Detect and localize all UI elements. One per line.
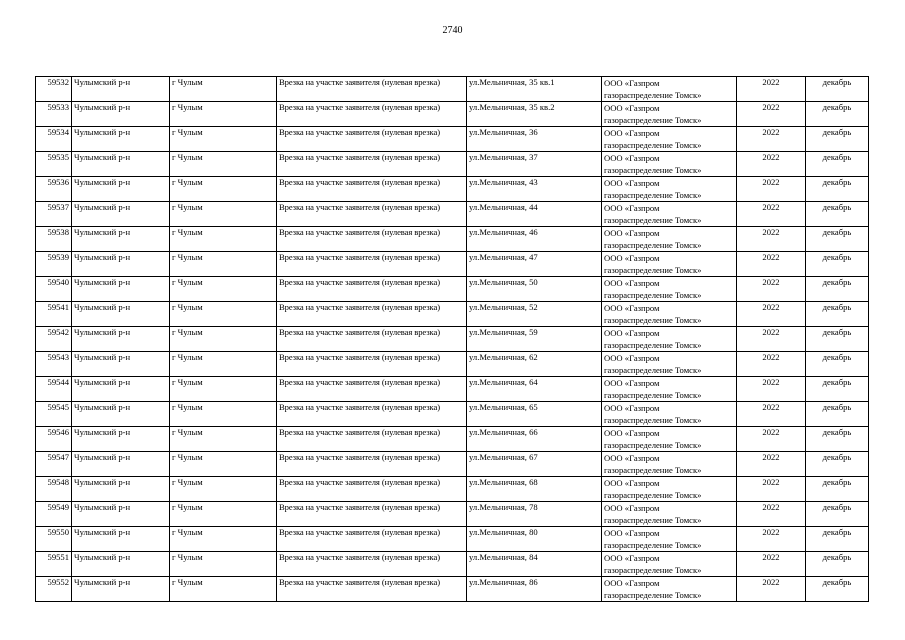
cell-month: декабрь <box>806 252 869 277</box>
cell-district: Чулымский р-н <box>72 227 170 252</box>
cell-month: декабрь <box>806 227 869 252</box>
cell-organization <box>602 227 737 252</box>
cell-record-number: 59537 <box>36 202 72 227</box>
cell-record-number: 59549 <box>36 502 72 527</box>
organization-line-2: газораспределение Томск» <box>604 540 702 550</box>
cell-district: Чулымский р-н <box>72 502 170 527</box>
table-row <box>36 352 869 377</box>
cell-work-type: Врезка на участке заявителя (нулевая врезка) <box>277 577 467 602</box>
organization-line-1: ООО «Газпром <box>604 378 660 388</box>
table-row <box>36 152 869 177</box>
organization-line-1: ООО «Газпром <box>604 528 660 538</box>
cell-address: ул.Мельничная, 35 кв.2 <box>467 102 602 127</box>
cell-record-number: 59539 <box>36 252 72 277</box>
cell-district: Чулымский р-н <box>72 402 170 427</box>
cell-year: 2022 <box>737 127 806 152</box>
cell-record-number: 59542 <box>36 327 72 352</box>
cell-year: 2022 <box>737 77 806 102</box>
cell-district: Чулымский р-н <box>72 127 170 152</box>
cell-month: декабрь <box>806 527 869 552</box>
cell-work-type: Врезка на участке заявителя (нулевая врезка) <box>277 427 467 452</box>
organization-line-1: ООО «Газпром <box>604 278 660 288</box>
cell-record-number: 59534 <box>36 127 72 152</box>
cell-district: Чулымский р-н <box>72 202 170 227</box>
cell-work-type: Врезка на участке заявителя (нулевая врезка) <box>277 127 467 152</box>
cell-year: 2022 <box>737 327 806 352</box>
organization-line-2: газораспределение Томск» <box>604 565 702 575</box>
cell-settlement: г Чулым <box>170 252 277 277</box>
organization-line-2: газораспределение Томск» <box>604 215 702 225</box>
cell-settlement: г Чулым <box>170 302 277 327</box>
table-row <box>36 127 869 152</box>
table-row <box>36 277 869 302</box>
organization-line-2: газораспределение Томск» <box>604 465 702 475</box>
cell-month: декабрь <box>806 427 869 452</box>
table-row <box>36 477 869 502</box>
cell-organization <box>602 527 737 552</box>
cell-district: Чулымский р-н <box>72 77 170 102</box>
table-row <box>36 552 869 577</box>
table-row <box>36 202 869 227</box>
cell-record-number: 59535 <box>36 152 72 177</box>
organization-line-1: ООО «Газпром <box>604 128 660 138</box>
table-row <box>36 452 869 477</box>
organization-line-2: газораспределение Томск» <box>604 490 702 500</box>
organization-line-2: газораспределение Томск» <box>604 590 702 600</box>
table-row <box>36 577 869 602</box>
cell-record-number: 59548 <box>36 477 72 502</box>
cell-year: 2022 <box>737 302 806 327</box>
cell-organization <box>602 402 737 427</box>
table-row <box>36 527 869 552</box>
table-body <box>36 77 869 602</box>
organization-line-1: ООО «Газпром <box>604 403 660 413</box>
table-row <box>36 502 869 527</box>
cell-work-type: Врезка на участке заявителя (нулевая врезка) <box>277 77 467 102</box>
cell-month: декабрь <box>806 402 869 427</box>
cell-address: ул.Мельничная, 50 <box>467 277 602 302</box>
cell-month: декабрь <box>806 502 869 527</box>
organization-line-1: ООО «Газпром <box>604 178 660 188</box>
organization-line-2: газораспределение Томск» <box>604 265 702 275</box>
table-row <box>36 402 869 427</box>
cell-work-type: Врезка на участке заявителя (нулевая врезка) <box>277 277 467 302</box>
cell-work-type: Врезка на участке заявителя (нулевая врезка) <box>277 552 467 577</box>
cell-address: ул.Мельничная, 78 <box>467 502 602 527</box>
table-row <box>36 227 869 252</box>
cell-work-type: Врезка на участке заявителя (нулевая врезка) <box>277 152 467 177</box>
cell-settlement: г Чулым <box>170 352 277 377</box>
cell-district: Чулымский р-н <box>72 452 170 477</box>
cell-settlement: г Чулым <box>170 502 277 527</box>
cell-address: ул.Мельничная, 62 <box>467 352 602 377</box>
table-row <box>36 177 869 202</box>
table-row <box>36 302 869 327</box>
cell-organization <box>602 327 737 352</box>
cell-district: Чулымский р-н <box>72 527 170 552</box>
cell-year: 2022 <box>737 427 806 452</box>
cell-district: Чулымский р-н <box>72 177 170 202</box>
cell-settlement: г Чулым <box>170 577 277 602</box>
cell-settlement: г Чулым <box>170 477 277 502</box>
cell-work-type: Врезка на участке заявителя (нулевая врезка) <box>277 502 467 527</box>
cell-district: Чулымский р-н <box>72 252 170 277</box>
cell-year: 2022 <box>737 477 806 502</box>
cell-year: 2022 <box>737 252 806 277</box>
cell-record-number: 59551 <box>36 552 72 577</box>
cell-year: 2022 <box>737 102 806 127</box>
cell-organization <box>602 202 737 227</box>
cell-district: Чулымский р-н <box>72 377 170 402</box>
cell-address: ул.Мельничная, 37 <box>467 152 602 177</box>
cell-settlement: г Чулым <box>170 227 277 252</box>
organization-line-2: газораспределение Томск» <box>604 240 702 250</box>
organization-line-2: газораспределение Томск» <box>604 415 702 425</box>
organization-line-2: газораспределение Томск» <box>604 190 702 200</box>
cell-address: ул.Мельничная, 59 <box>467 327 602 352</box>
cell-month: декабрь <box>806 377 869 402</box>
cell-settlement: г Чулым <box>170 452 277 477</box>
cell-year: 2022 <box>737 202 806 227</box>
cell-month: декабрь <box>806 202 869 227</box>
cell-record-number: 59550 <box>36 527 72 552</box>
cell-address: ул.Мельничная, 66 <box>467 427 602 452</box>
cell-address: ул.Мельничная, 86 <box>467 577 602 602</box>
cell-month: декабрь <box>806 552 869 577</box>
cell-record-number: 59546 <box>36 427 72 452</box>
cell-district: Чулымский р-н <box>72 102 170 127</box>
cell-work-type: Врезка на участке заявителя (нулевая врезка) <box>277 377 467 402</box>
cell-address: ул.Мельничная, 80 <box>467 527 602 552</box>
cell-address: ул.Мельничная, 36 <box>467 127 602 152</box>
cell-record-number: 59552 <box>36 577 72 602</box>
cell-settlement: г Чулым <box>170 377 277 402</box>
cell-organization <box>602 177 737 202</box>
table-row <box>36 377 869 402</box>
cell-record-number: 59547 <box>36 452 72 477</box>
organization-line-1: ООО «Газпром <box>604 228 660 238</box>
cell-settlement: г Чулым <box>170 402 277 427</box>
cell-work-type: Врезка на участке заявителя (нулевая врезка) <box>277 527 467 552</box>
organization-line-2: газораспределение Томск» <box>604 140 702 150</box>
cell-settlement: г Чулым <box>170 127 277 152</box>
cell-organization <box>602 127 737 152</box>
cell-settlement: г Чулым <box>170 552 277 577</box>
organization-line-2: газораспределение Томск» <box>604 390 702 400</box>
cell-address: ул.Мельничная, 68 <box>467 477 602 502</box>
cell-settlement: г Чулым <box>170 152 277 177</box>
table-row <box>36 327 869 352</box>
cell-address: ул.Мельничная, 65 <box>467 402 602 427</box>
cell-work-type: Врезка на участке заявителя (нулевая врезка) <box>277 102 467 127</box>
cell-district: Чулымский р-н <box>72 152 170 177</box>
cell-organization <box>602 302 737 327</box>
cell-organization <box>602 577 737 602</box>
cell-year: 2022 <box>737 402 806 427</box>
table-row <box>36 252 869 277</box>
cell-work-type: Врезка на участке заявителя (нулевая врезка) <box>277 252 467 277</box>
cell-organization <box>602 452 737 477</box>
cell-district: Чулымский р-н <box>72 327 170 352</box>
cell-month: декабрь <box>806 77 869 102</box>
cell-work-type: Врезка на участке заявителя (нулевая врезка) <box>277 402 467 427</box>
organization-line-1: ООО «Газпром <box>604 153 660 163</box>
cell-settlement: г Чулым <box>170 177 277 202</box>
organization-line-1: ООО «Газпром <box>604 303 660 313</box>
organization-line-1: ООО «Газпром <box>604 78 660 88</box>
cell-settlement: г Чулым <box>170 527 277 552</box>
organization-line-1: ООО «Газпром <box>604 253 660 263</box>
registry-table <box>35 76 869 602</box>
cell-address: ул.Мельничная, 43 <box>467 177 602 202</box>
organization-line-2: газораспределение Томск» <box>604 315 702 325</box>
cell-month: декабрь <box>806 102 869 127</box>
cell-organization <box>602 152 737 177</box>
organization-line-2: газораспределение Томск» <box>604 440 702 450</box>
cell-address: ул.Мельничная, 67 <box>467 452 602 477</box>
cell-address: ул.Мельничная, 52 <box>467 302 602 327</box>
cell-record-number: 59536 <box>36 177 72 202</box>
organization-line-1: ООО «Газпром <box>604 503 660 513</box>
cell-work-type: Врезка на участке заявителя (нулевая врезка) <box>277 477 467 502</box>
organization-line-2: газораспределение Томск» <box>604 290 702 300</box>
cell-organization <box>602 102 737 127</box>
cell-settlement: г Чулым <box>170 427 277 452</box>
organization-line-2: газораспределение Томск» <box>604 90 702 100</box>
cell-settlement: г Чулым <box>170 202 277 227</box>
organization-line-2: газораспределение Томск» <box>604 115 702 125</box>
cell-organization <box>602 352 737 377</box>
organization-line-2: газораспределение Томск» <box>604 515 702 525</box>
organization-line-1: ООО «Газпром <box>604 103 660 113</box>
cell-district: Чулымский р-н <box>72 352 170 377</box>
cell-address: ул.Мельничная, 47 <box>467 252 602 277</box>
organization-line-1: ООО «Газпром <box>604 453 660 463</box>
cell-district: Чулымский р-н <box>72 552 170 577</box>
cell-settlement: г Чулым <box>170 277 277 302</box>
cell-address: ул.Мельничная, 46 <box>467 227 602 252</box>
cell-record-number: 59541 <box>36 302 72 327</box>
cell-organization <box>602 502 737 527</box>
table-row <box>36 102 869 127</box>
page-number: 2740 <box>442 25 463 36</box>
cell-work-type: Врезка на участке заявителя (нулевая врезка) <box>277 202 467 227</box>
cell-district: Чулымский р-н <box>72 302 170 327</box>
cell-organization <box>602 477 737 502</box>
organization-line-1: ООО «Газпром <box>604 203 660 213</box>
cell-address: ул.Мельничная, 64 <box>467 377 602 402</box>
cell-record-number: 59532 <box>36 77 72 102</box>
cell-settlement: г Чулым <box>170 102 277 127</box>
organization-line-1: ООО «Газпром <box>604 428 660 438</box>
cell-district: Чулымский р-н <box>72 427 170 452</box>
cell-year: 2022 <box>737 502 806 527</box>
cell-year: 2022 <box>737 152 806 177</box>
cell-year: 2022 <box>737 452 806 477</box>
cell-month: декабрь <box>806 327 869 352</box>
organization-line-1: ООО «Газпром <box>604 353 660 363</box>
organization-line-1: ООО «Газпром <box>604 328 660 338</box>
organization-line-1: ООО «Газпром <box>604 553 660 563</box>
cell-record-number: 59544 <box>36 377 72 402</box>
cell-organization <box>602 77 737 102</box>
table-row <box>36 77 869 102</box>
cell-year: 2022 <box>737 552 806 577</box>
organization-line-2: газораспределение Томск» <box>604 340 702 350</box>
cell-organization <box>602 252 737 277</box>
cell-year: 2022 <box>737 527 806 552</box>
table-row <box>36 427 869 452</box>
cell-month: декабрь <box>806 452 869 477</box>
cell-work-type: Врезка на участке заявителя (нулевая врезка) <box>277 327 467 352</box>
cell-work-type: Врезка на участке заявителя (нулевая врезка) <box>277 302 467 327</box>
cell-record-number: 59545 <box>36 402 72 427</box>
cell-year: 2022 <box>737 177 806 202</box>
cell-month: декабрь <box>806 302 869 327</box>
cell-record-number: 59538 <box>36 227 72 252</box>
cell-district: Чулымский р-н <box>72 477 170 502</box>
cell-month: декабрь <box>806 177 869 202</box>
cell-organization <box>602 427 737 452</box>
cell-record-number: 59540 <box>36 277 72 302</box>
cell-district: Чулымский р-н <box>72 277 170 302</box>
cell-address: ул.Мельничная, 84 <box>467 552 602 577</box>
cell-month: декабрь <box>806 152 869 177</box>
cell-organization <box>602 552 737 577</box>
organization-line-2: газораспределение Томск» <box>604 165 702 175</box>
cell-year: 2022 <box>737 352 806 377</box>
organization-line-2: газораспределение Томск» <box>604 365 702 375</box>
cell-year: 2022 <box>737 277 806 302</box>
cell-district: Чулымский р-н <box>72 577 170 602</box>
cell-organization <box>602 377 737 402</box>
cell-address: ул.Мельничная, 35 кв.1 <box>467 77 602 102</box>
cell-work-type: Врезка на участке заявителя (нулевая врезка) <box>277 177 467 202</box>
cell-settlement: г Чулым <box>170 77 277 102</box>
cell-year: 2022 <box>737 377 806 402</box>
cell-work-type: Врезка на участке заявителя (нулевая врезка) <box>277 452 467 477</box>
cell-month: декабрь <box>806 352 869 377</box>
cell-month: декабрь <box>806 277 869 302</box>
cell-address: ул.Мельничная, 44 <box>467 202 602 227</box>
organization-line-1: ООО «Газпром <box>604 578 660 588</box>
cell-organization <box>602 277 737 302</box>
cell-month: декабрь <box>806 477 869 502</box>
cell-work-type: Врезка на участке заявителя (нулевая врезка) <box>277 352 467 377</box>
cell-work-type: Врезка на участке заявителя (нулевая врезка) <box>277 227 467 252</box>
organization-line-1: ООО «Газпром <box>604 478 660 488</box>
cell-year: 2022 <box>737 227 806 252</box>
cell-month: декабрь <box>806 577 869 602</box>
cell-month: декабрь <box>806 127 869 152</box>
cell-year: 2022 <box>737 577 806 602</box>
cell-settlement: г Чулым <box>170 327 277 352</box>
cell-record-number: 59533 <box>36 102 72 127</box>
cell-record-number: 59543 <box>36 352 72 377</box>
